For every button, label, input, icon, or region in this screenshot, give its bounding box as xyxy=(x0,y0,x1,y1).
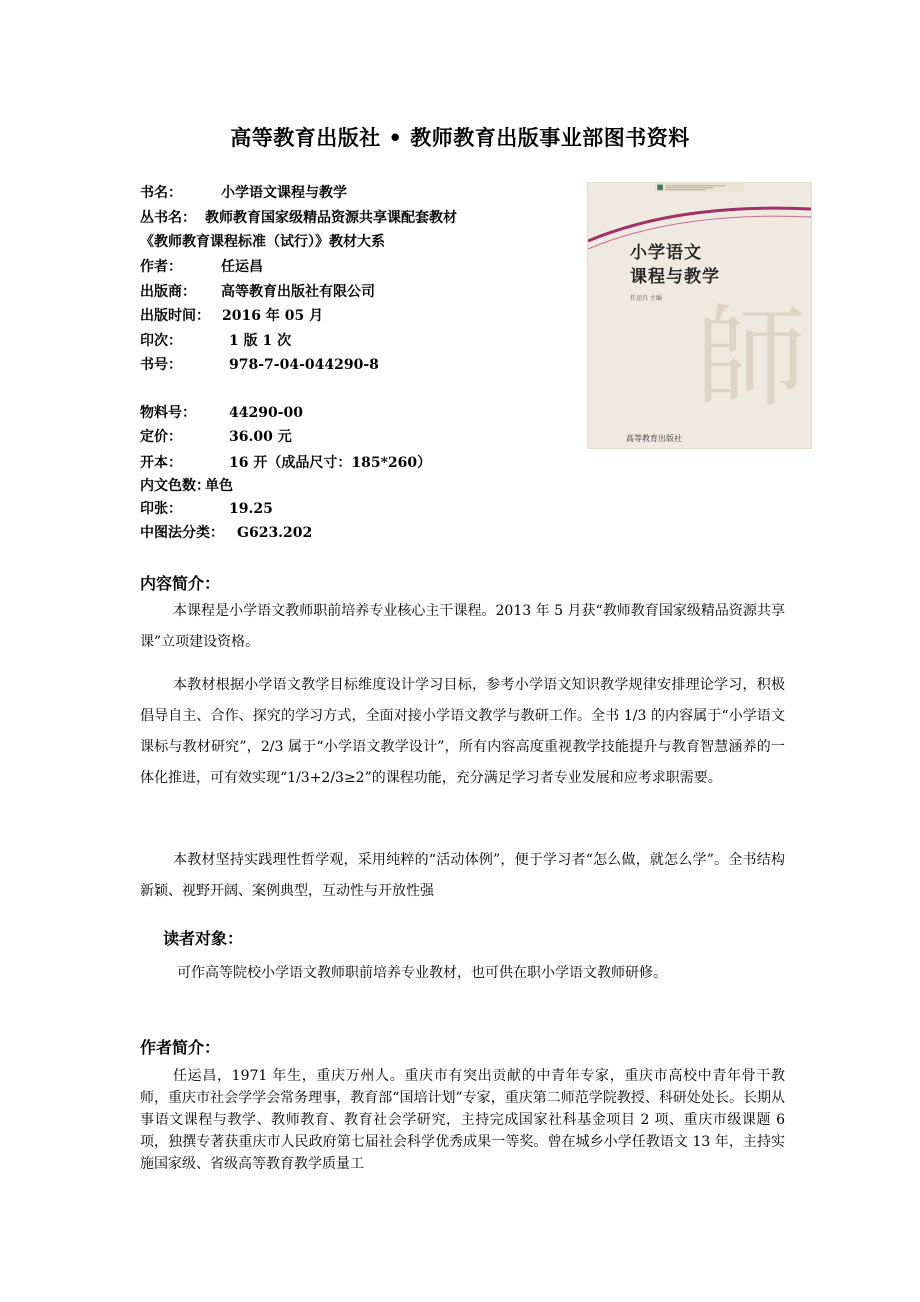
content-intro-heading: 内容简介： xyxy=(140,574,221,593)
metadata-label: 丛书名： xyxy=(140,210,196,226)
cover-publisher: 高等教育出版社 xyxy=(626,434,682,443)
metadata-label: 印张： xyxy=(140,501,182,517)
metadata-label: 内文色数： xyxy=(140,478,210,494)
metadata-label: 开本： xyxy=(140,455,182,471)
metadata-value: 16 开（成品尺寸：185*260） xyxy=(229,455,432,471)
content-intro-paragraph-3: 本教材坚持实践理性哲学观，采用纯粹的“活动体例”，便于学习者“怎么做，就怎么学”。全书结构新颖、视野开阔、案例典型，互动性与开放性强 xyxy=(140,852,785,899)
content-intro-paragraph-2: 本教材根据小学语文教学目标维度设计学习目标，参考小学语文知识教学规律安排理论学习，积极倡导自主、合作、探究的学习方式，全面对接小学语文教学与教研工作。全书 1/3 的内容属于“小学语文课标与教材研究”，2/3 属于“小学语文教学设计”，所有内容高度重视教学技能提升与教育智慧涵养的一体化推进，可有效实现“1/3+2/3≥2”的课程功能，充分满足学习者专业发展和应考求职需要。 xyxy=(140,677,785,786)
metadata-row xyxy=(140,209,457,227)
metadata-value: 小学语文课程与教学 xyxy=(221,185,347,201)
metadata-value: 《教师教育课程标准（试行）》教材大系 xyxy=(140,234,385,250)
metadata-value: 高等教育出版社有限公司 xyxy=(221,284,375,300)
page-title: 高等教育出版社 • 教师教育出版事业部图书资料 xyxy=(230,126,690,150)
metadata-row xyxy=(140,307,324,325)
metadata-row xyxy=(140,184,347,202)
cover-title-line2: 课程与教学 xyxy=(630,267,720,287)
cover-title-line1: 小学语文 xyxy=(630,243,702,263)
metadata-label: 出版时间： xyxy=(140,308,210,324)
cover-title xyxy=(630,241,720,289)
metadata-value: 36.00 元 xyxy=(229,429,292,445)
metadata-row xyxy=(140,356,379,374)
metadata-value: 2016 年 05 月 xyxy=(222,308,324,324)
metadata-row xyxy=(140,477,233,495)
cover-watermark-character: 師 xyxy=(696,294,806,422)
metadata-row xyxy=(140,500,273,518)
metadata-value: 教师教育国家级精品资源共享课配套教材 xyxy=(205,210,457,226)
content-intro-paragraph-1: 本课程是小学语文教师职前培养专业核心主干课程。2013 年 5 月获“教师教育国家级精品资源共享课”立项建设资格。 xyxy=(140,603,785,650)
metadata-value: 任运昌 xyxy=(221,259,263,275)
metadata-label: 书名： xyxy=(140,185,182,201)
author-intro-heading: 作者简介： xyxy=(140,1038,221,1057)
metadata-row xyxy=(140,332,292,350)
metadata-label: 作者： xyxy=(140,259,182,275)
metadata-label: 印次： xyxy=(140,333,182,349)
metadata-value: G623.202 xyxy=(237,525,313,541)
metadata-row xyxy=(140,258,263,276)
metadata-row xyxy=(140,283,375,301)
metadata-row xyxy=(140,524,313,542)
metadata-value: 19.25 xyxy=(229,501,273,517)
metadata-label: 定价： xyxy=(140,429,182,445)
author-intro-text: 任运昌，1971 年生，重庆万州人。重庆市有突出贡献的中青年专家，重庆市高校中青年骨干教师，重庆市社会学学会常务理事，教育部“国培计划”专家，重庆第二师范学院教授、科研处处长。长期从事语文课程与教学、教师教育、教育社会学研究，主持完成国家社科基金项目 2 项、重庆市级课题 6 项，独撰专著获重庆市人民政府第七届社会科学优秀成果一等奖。曾在城乡小学任教语文 13 年，主持实施国家级、省级高等教育教学质量工 xyxy=(140,1068,785,1172)
readers-heading: 读者对象： xyxy=(163,929,244,948)
metadata-value: 44290-00 xyxy=(229,405,303,421)
metadata-value: 1 版 1 次 xyxy=(229,333,292,349)
cover-author: 任运昌 主编 xyxy=(630,295,662,302)
metadata-row xyxy=(140,454,432,472)
metadata-value: 978-7-04-044290-8 xyxy=(229,357,379,373)
book-cover-image xyxy=(587,182,812,449)
metadata-label: 物料号： xyxy=(140,405,196,421)
metadata-value: 单色 xyxy=(205,478,233,494)
metadata-row xyxy=(140,404,303,422)
readers-text: 可作高等院校小学语文教师职前培养专业教材，也可供在职小学语文教师研修。 xyxy=(177,965,667,981)
metadata-label: 出版商： xyxy=(140,284,196,300)
metadata-row xyxy=(140,428,292,446)
metadata-label: 中图法分类： xyxy=(140,525,224,541)
metadata-label: 书号： xyxy=(140,357,182,373)
